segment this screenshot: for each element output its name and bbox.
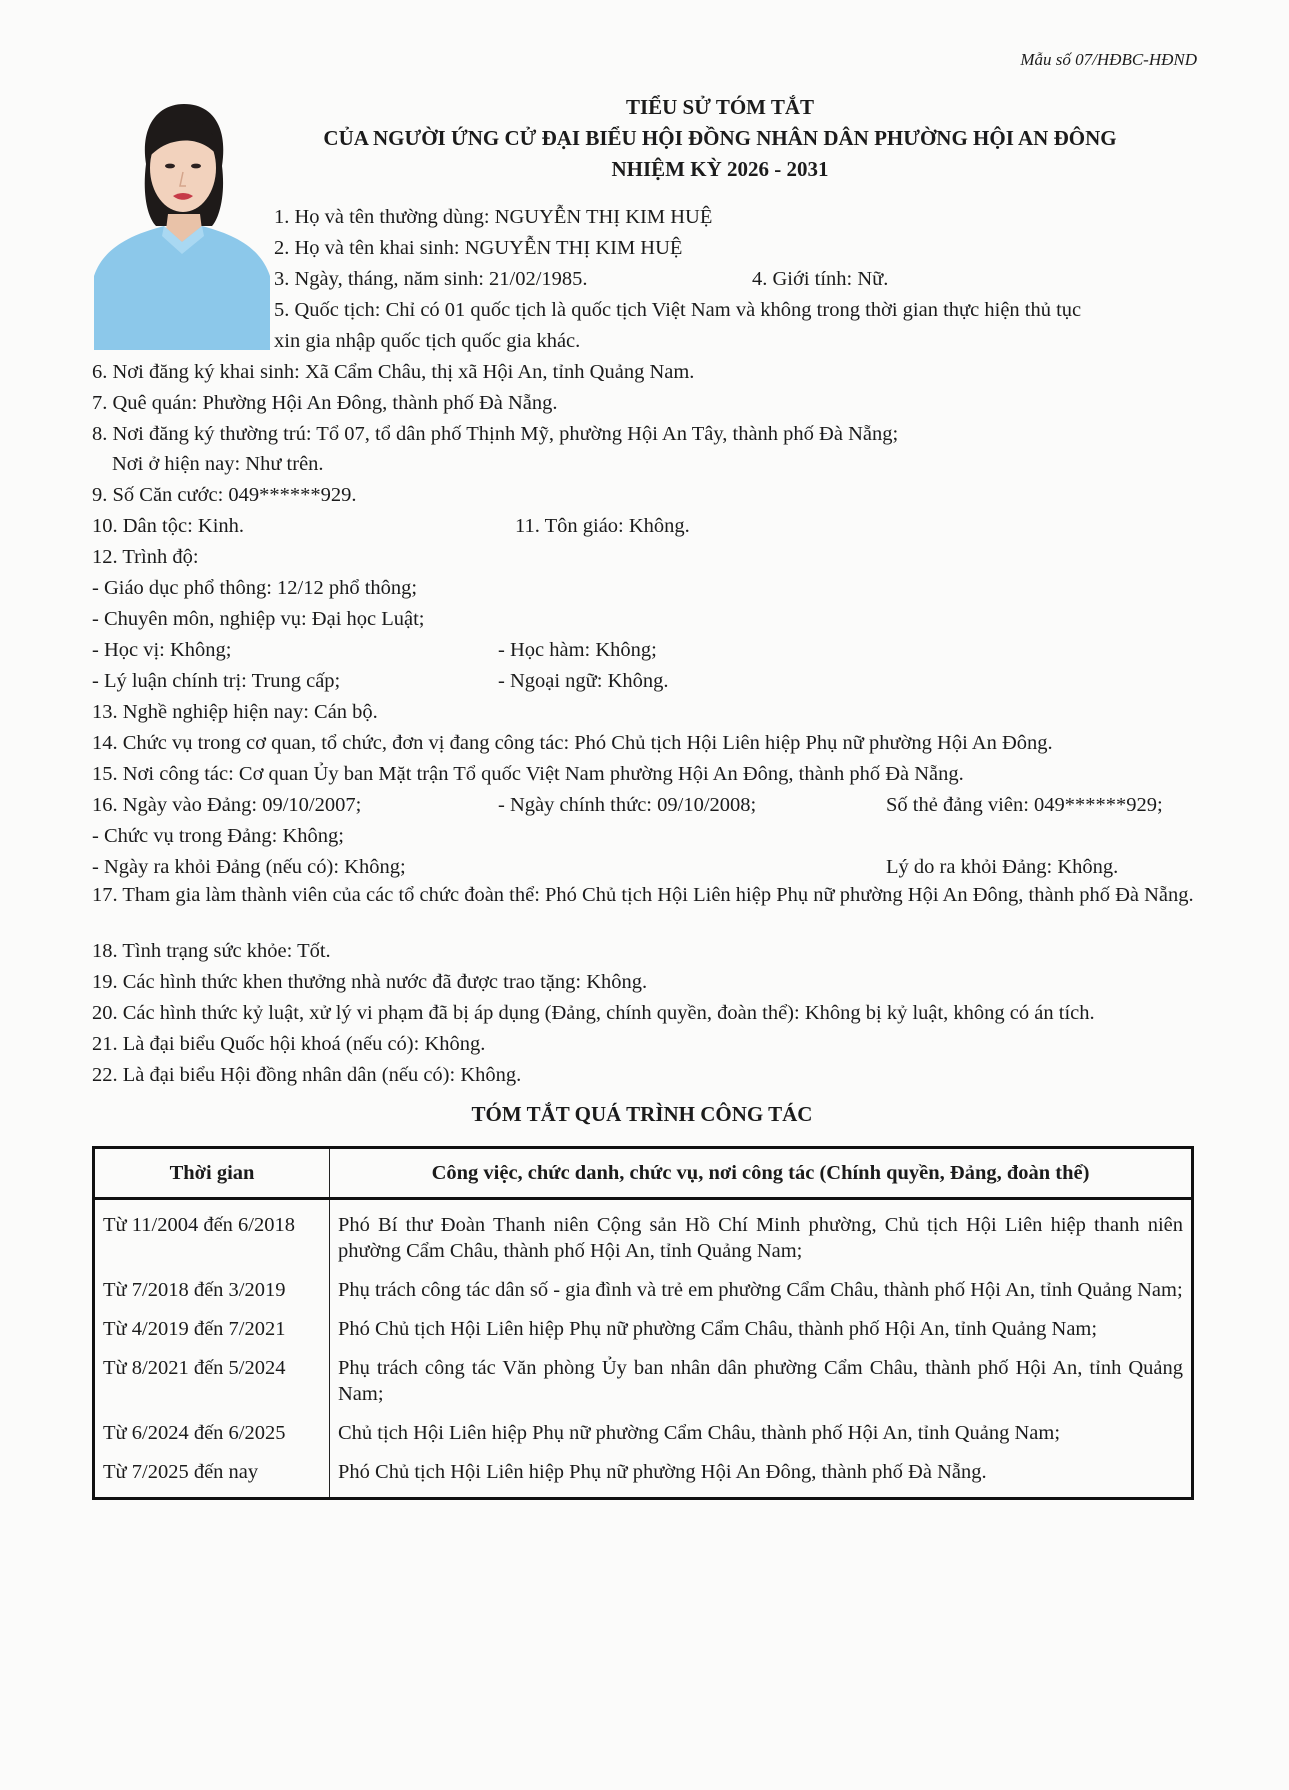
field-birth-date: 3. Ngày, tháng, năm sinh: 21/02/1985.: [274, 268, 588, 290]
field-political-theory: - Lý luận chính trị: Trung cấp;: [92, 670, 341, 692]
field-peoples-council: 22. Là đại biểu Hội đồng nhân dân (nếu có): Không.: [92, 1064, 522, 1086]
field-nationality: 5. Quốc tịch: Chỉ có 01 quốc tịch là quốc tịch Việt Nam và không trong thời gian thực hiện thủ tục: [274, 299, 1082, 321]
work-history-title: TÓM TẮT QUÁ TRÌNH CÔNG TÁC: [471, 1102, 813, 1126]
field-party-card: Số thẻ đảng viên: 049******929;: [886, 794, 1163, 816]
table-row: [94, 1452, 1193, 1499]
field-discipline: 20. Các hình thức kỷ luật, xử lý vi phạm đã bị áp dụng (Đảng, chính quyền, đoàn thể): Không bị kỷ luật, không có án tích.: [92, 1002, 1095, 1024]
table-header-row: [94, 1148, 1193, 1199]
field-party-official-date: - Ngày chính thức: 09/10/2008;: [498, 794, 757, 816]
table-row: [94, 1413, 1193, 1452]
field-current-residence: Nơi ở hiện nay: Như trên.: [112, 453, 324, 475]
row-period: Từ 7/2025 đến nay: [94, 1452, 330, 1499]
field-education-heading: 12. Trình độ:: [92, 546, 199, 568]
field-party-leave-reason: Lý do ra khỏi Đảng: Không.: [886, 856, 1119, 878]
table-row: [94, 1199, 1193, 1271]
table-row: [94, 1270, 1193, 1309]
field-foreign-language: - Ngoại ngữ: Không.: [498, 670, 669, 692]
field-birth-registration: 6. Nơi đăng ký khai sinh: Xã Cẩm Châu, thị xã Hội An, tỉnh Quảng Nam.: [92, 361, 695, 383]
field-party-leave-date: - Ngày ra khỏi Đảng (nếu có): Không;: [92, 856, 406, 878]
row-description: Phó Chủ tịch Hội Liên hiệp Phụ nữ phường Cẩm Châu, thành phố Hội An, tỉnh Quảng Nam;: [330, 1309, 1193, 1348]
field-party-position: - Chức vụ trong Đảng: Không;: [92, 825, 344, 847]
row-description: Phụ trách công tác dân số - gia đình và trẻ em phường Cẩm Châu, thành phố Hội An, tỉnh Quảng Nam;: [330, 1270, 1193, 1309]
title-line-1: TIỂU SỬ TÓM TẮT: [625, 95, 815, 119]
field-occupation: 13. Nghề nghiệp hiện nay: Cán bộ.: [92, 701, 378, 723]
field-workplace: 15. Nơi công tác: Cơ quan Ủy ban Mặt trận Tổ quốc Việt Nam phường Hội An Đông, thành phố Đà Nẵng.: [92, 763, 964, 785]
field-awards: 19. Các hình thức khen thưởng nhà nước đã được trao tặng: Không.: [92, 971, 648, 993]
work-history-table: [92, 1146, 1194, 1500]
field-specialization: - Chuyên môn, nghiệp vụ: Đại học Luật;: [92, 608, 425, 630]
candidate-photo: [94, 86, 270, 350]
field-permanent-residence: 8. Nơi đăng ký thường trú: Tổ 07, tổ dân phố Thịnh Mỹ, phường Hội An Tây, thành phố Đà Nẵng;: [92, 423, 899, 445]
field-position: 14. Chức vụ trong cơ quan, tổ chức, đơn vị đang công tác: Phó Chủ tịch Hội Liên hiệp Phụ nữ phường Hội An Đông.: [92, 732, 1053, 754]
row-description: Phó Bí thư Đoàn Thanh niên Cộng sản Hồ Chí Minh phường, Chủ tịch Hội Liên hiệp thanh niên phường Cẩm Châu, thành phố Hội An, tỉnh Quảng Nam;: [330, 1199, 1193, 1271]
field-nationality-cont: xin gia nhập quốc tịch quốc gia khác.: [274, 330, 581, 352]
document-title: [270, 92, 1170, 185]
row-period: Từ 4/2019 đến 7/2021: [94, 1309, 330, 1348]
field-organizations: 17. Tham gia làm thành viên của các tổ chức đoàn thể: Phó Chủ tịch Hội Liên hiệp Phụ nữ phường Hội An Đông, thành phố Đà Nẵng.: [92, 884, 1194, 906]
field-religion: 11. Tôn giáo: Không.: [515, 515, 690, 537]
field-hometown: 7. Quê quán: Phường Hội An Đông, thành phố Đà Nẵng.: [92, 392, 558, 414]
field-ethnicity: 10. Dân tộc: Kinh.: [92, 515, 245, 537]
field-common-name: 1. Họ và tên thường dùng: NGUYỄN THỊ KIM HUỆ: [274, 206, 713, 228]
form-code: Mẫu số 07/HĐBC-HĐND: [1020, 50, 1197, 69]
row-period: Từ 6/2024 đến 6/2025: [94, 1413, 330, 1452]
row-description: Phó Chủ tịch Hội Liên hiệp Phụ nữ phường Hội An Đông, thành phố Đà Nẵng.: [330, 1452, 1193, 1499]
table-row: [94, 1348, 1193, 1413]
header-description: Công việc, chức danh, chức vụ, nơi công tác (Chính quyền, Đảng, đoàn thể): [330, 1148, 1193, 1199]
title-line-2: CỦA NGƯỜI ỨNG CỬ ĐẠI BIỂU HỘI ĐỒNG NHÂN DÂN PHƯỜNG HỘI AN ĐÔNG: [323, 126, 1117, 150]
field-id-number: 9. Số Căn cước: 049******929.: [92, 484, 357, 506]
field-academic-title: - Học hàm: Không;: [498, 639, 657, 661]
table-row: [94, 1309, 1193, 1348]
row-period: Từ 7/2018 đến 3/2019: [94, 1270, 330, 1309]
field-national-assembly: 21. Là đại biểu Quốc hội khoá (nếu có): Không.: [92, 1033, 486, 1055]
row-description: Phụ trách công tác Văn phòng Ủy ban nhân dân phường Cẩm Châu, thành phố Hội An, tỉnh Quảng Nam;: [330, 1348, 1193, 1413]
field-general-education: - Giáo dục phổ thông: 12/12 phổ thông;: [92, 577, 418, 599]
field-health: 18. Tình trạng sức khỏe: Tốt.: [92, 940, 331, 962]
row-period: Từ 8/2021 đến 5/2024: [94, 1348, 330, 1413]
title-line-3: NHIỆM KỲ 2026 - 2031: [611, 157, 829, 181]
row-description: Chủ tịch Hội Liên hiệp Phụ nữ phường Cẩm Châu, thành phố Hội An, tỉnh Quảng Nam;: [330, 1413, 1193, 1452]
field-birth-name: 2. Họ và tên khai sinh: NGUYỄN THỊ KIM HUỆ: [274, 237, 683, 259]
field-gender: 4. Giới tính: Nữ.: [752, 268, 889, 290]
field-party-join-date: 16. Ngày vào Đảng: 09/10/2007;: [92, 794, 362, 816]
header-period: Thời gian: [94, 1148, 330, 1199]
row-period: Từ 11/2004 đến 6/2018: [94, 1199, 330, 1271]
field-degree: - Học vị: Không;: [92, 639, 232, 661]
